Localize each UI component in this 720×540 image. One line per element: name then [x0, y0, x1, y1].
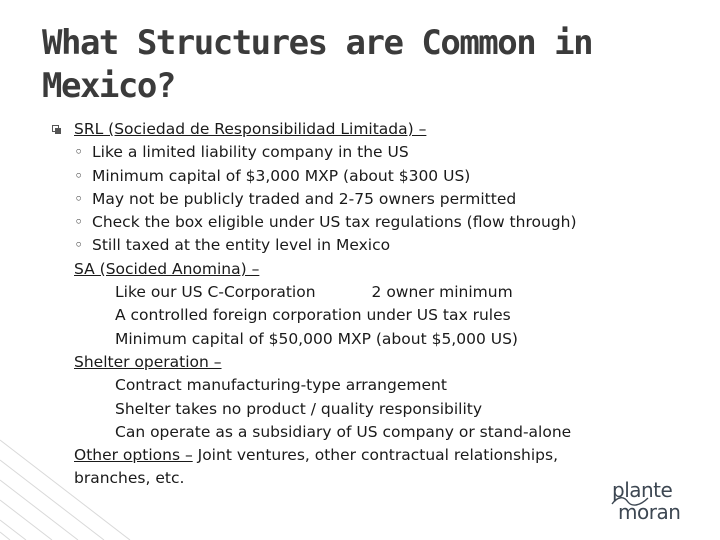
body-text: Check the box eligible under US tax regulations (flow through)	[92, 213, 577, 232]
body-text: Like a limited liability company in the US	[92, 143, 409, 162]
square-bullet-icon	[52, 125, 62, 135]
text-line	[52, 281, 692, 304]
plante-moran-logo	[596, 474, 706, 530]
text-line	[52, 188, 692, 211]
body-text: Can operate as a subsidiary of US company or stand-alone	[115, 422, 572, 441]
text-line	[52, 141, 692, 164]
body-text: 2 owner minimum	[371, 283, 513, 302]
body-text: A controlled foreign corporation under US tax rules	[115, 306, 511, 325]
body-text: branches, etc.	[74, 469, 185, 488]
text-line	[52, 165, 692, 188]
body-text: Contract manufacturing-type arrangement	[115, 376, 447, 395]
logo-line-2: moran	[618, 500, 681, 524]
text-line	[52, 211, 692, 234]
body-text: Joint ventures, other contractual relationships,	[192, 446, 559, 465]
heading-text: SA (Socided Anomina) –	[74, 259, 260, 278]
circle-bullet-icon: ◦	[74, 213, 84, 232]
text-line	[52, 328, 692, 351]
text-line	[52, 258, 692, 281]
body-text: Shelter takes no product / quality responsibility	[115, 399, 483, 418]
body-text: May not be publicly traded and 2-75 owners permitted	[92, 189, 517, 208]
circle-bullet-icon: ◦	[74, 166, 84, 185]
text-line	[52, 304, 692, 327]
body-text: Minimum capital of $3,000 MXP (about $300 US)	[92, 166, 471, 185]
heading-text: Shelter operation –	[74, 352, 222, 371]
circle-bullet-icon: ◦	[74, 236, 84, 255]
text-line	[52, 444, 692, 467]
heading-text: Other options –	[74, 446, 193, 465]
body-text: Like our US C-Corporation	[115, 283, 316, 302]
heading-text: SRL (Sociedad de Responsibilidad Limitada) –	[74, 120, 427, 138]
text-line	[52, 118, 692, 141]
body-text: Minimum capital of $50,000 MXP (about $5,000 US)	[115, 329, 518, 348]
body-text: Still taxed at the entity level in Mexico	[92, 236, 391, 255]
circle-bullet-icon: ◦	[74, 143, 84, 162]
text-line	[52, 351, 692, 374]
slide-body	[52, 118, 692, 491]
text-line	[52, 398, 692, 421]
slide-title: What Structures are Common in Mexico?	[42, 23, 593, 106]
text-line	[52, 421, 692, 444]
circle-bullet-icon: ◦	[74, 189, 84, 208]
text-line	[52, 374, 692, 397]
text-line	[52, 234, 692, 257]
logo-line-1: plante	[612, 478, 673, 502]
